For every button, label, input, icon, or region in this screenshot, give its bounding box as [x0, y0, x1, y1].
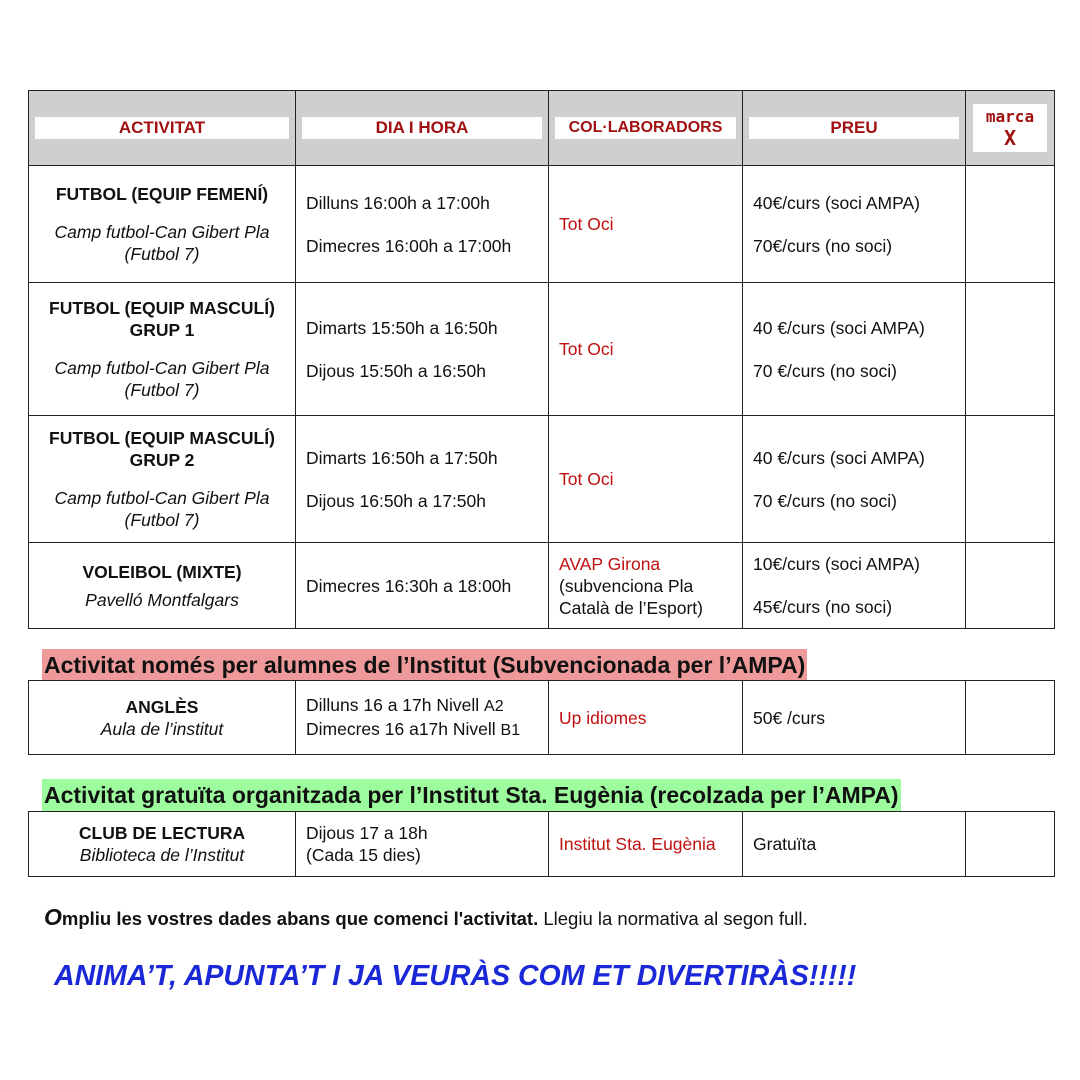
free-activity-banner: Activitat gratuïta organitzada per l’Institut Sta. Eugènia (recolzada per l’AMPA) [42, 779, 901, 811]
collaborator-cell: Tot Oci [549, 416, 743, 543]
table-row [29, 283, 1055, 416]
collaborator-cell: Up idiomes [549, 681, 743, 755]
table-row [29, 166, 1055, 283]
activity-cell: FUTBOL (EQUIP MASCULÍ) GRUP 2 Camp futbol-Can Gibert Pla (Futbol 7) [29, 416, 296, 543]
collaborator-cell: AVAP Girona (subvenciona Pla Català de l’Esport) [549, 543, 743, 629]
collaborator-cell: Institut Sta. Eugènia [549, 812, 743, 877]
price-cell: Gratuïta [743, 812, 966, 877]
lectura-table [28, 811, 1055, 877]
header-dia-hora: DIA I HORA [296, 91, 549, 166]
header-activitat: ACTIVITAT [29, 91, 296, 166]
slogan: ANIMA’T, APUNTA’T I JA VEURÀS COM ET DIVERTIRÀS!!!!! [54, 960, 857, 992]
mark-checkbox-cell[interactable] [966, 283, 1055, 416]
activity-cell: ANGLÈS Aula de l’institut [29, 681, 296, 755]
activity-cell: FUTBOL (EQUIP FEMENÍ) Camp futbol-Can Gibert Pla (Futbol 7) [29, 166, 296, 283]
table-row [29, 812, 1055, 877]
collaborator-cell: Tot Oci [549, 283, 743, 416]
price-cell: 10€/curs (soci AMPA) 45€/curs (no soci) [743, 543, 966, 629]
price-cell: 40 €/curs (soci AMPA) 70 €/curs (no soci) [743, 416, 966, 543]
schedule-cell: Dilluns 16 a 17h Nivell A2 Dimecres 16 a17h Nivell B1 [296, 681, 549, 755]
mark-checkbox-cell[interactable] [966, 416, 1055, 543]
ampa-only-banner: Activitat només per alumnes de l’Institut (Subvencionada per l’AMPA) [42, 649, 807, 681]
instructions-note: Ompliu les vostres dades abans que comenci l'activitat. Llegiu la normativa al segon full. [44, 904, 808, 930]
schedule-cell: Dimecres 16:30h a 18:00h [296, 543, 549, 629]
marca-label: marca X [973, 104, 1047, 152]
header-collaboradors: COL·LABORADORS [549, 91, 743, 166]
collaborator-cell: Tot Oci [549, 166, 743, 283]
mark-checkbox-cell[interactable] [966, 166, 1055, 283]
activities-table [28, 90, 1055, 629]
table-row [29, 681, 1055, 755]
activity-cell: CLUB DE LECTURA Biblioteca de l’Institut [29, 812, 296, 877]
activity-cell: VOLEIBOL (MIXTE) Pavelló Montfalgars [29, 543, 296, 629]
schedule-cell: Dijous 17 a 18h (Cada 15 dies) [296, 812, 549, 877]
price-cell: 50€ /curs [743, 681, 966, 755]
schedule-cell: Dimarts 15:50h a 16:50h Dijous 15:50h a 16:50h [296, 283, 549, 416]
table-row [29, 543, 1055, 629]
schedule-cell: Dilluns 16:00h a 17:00h Dimecres 16:00h a 17:00h [296, 166, 549, 283]
price-cell: 40€/curs (soci AMPA) 70€/curs (no soci) [743, 166, 966, 283]
mark-checkbox-cell[interactable] [966, 812, 1055, 877]
mark-checkbox-cell[interactable] [966, 681, 1055, 755]
schedule-cell: Dimarts 16:50h a 17:50h Dijous 16:50h a 17:50h [296, 416, 549, 543]
price-cell: 40 €/curs (soci AMPA) 70 €/curs (no soci) [743, 283, 966, 416]
header-preu: PREU [743, 91, 966, 166]
angles-table [28, 680, 1055, 755]
table-row [29, 416, 1055, 543]
mark-checkbox-cell[interactable] [966, 543, 1055, 629]
header-row [29, 91, 1055, 166]
activity-cell: FUTBOL (EQUIP MASCULÍ) GRUP 1 Camp futbol-Can Gibert Pla (Futbol 7) [29, 283, 296, 416]
header-marca [966, 91, 1055, 166]
